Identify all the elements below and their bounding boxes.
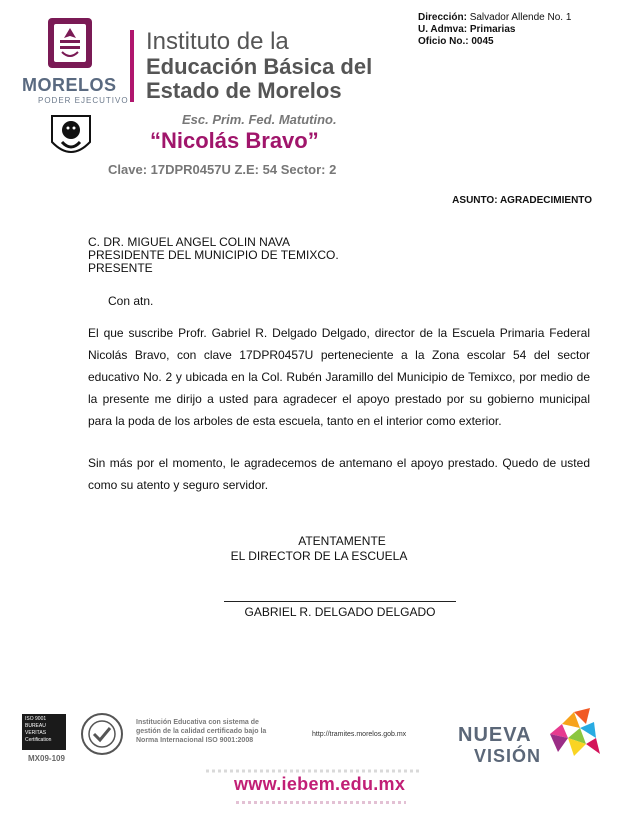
asunto: ASUNTO: AGRADECIMIENTO — [452, 195, 592, 206]
vision-word: VISIÓN — [474, 746, 542, 766]
dotted-accent-bottom-icon — [236, 800, 406, 805]
nueva-vision-logo-icon — [540, 704, 606, 762]
cert-text-line3: Norma Internacional ISO 9001:2008 — [136, 737, 254, 744]
school-name: “Nicolás Bravo” — [150, 128, 319, 153]
cert-badge-line2: BUREAU VERITAS — [25, 723, 47, 736]
oficio-value: 0045 — [471, 36, 494, 47]
institute-name-line2: Educación Básica del — [146, 54, 373, 79]
recipient-title: PRESIDENTE DEL MUNICIPIO DE TEMIXCO. — [88, 248, 339, 262]
cert-badge-line1: ISO 9001 — [25, 716, 47, 722]
cert-text-line2: gestión de la calidad certificado bajo la — [136, 728, 267, 735]
nueva-word: NUEVA — [458, 724, 532, 746]
closing-atentamente: ATENTAMENTE — [298, 534, 386, 548]
tramites-url: http://tramites.morelos.gob.mx — [312, 731, 407, 738]
uadmva-label: U. Admva: — [418, 24, 468, 35]
con-atn: Con atn. — [108, 294, 154, 308]
body-paragraph-2: Sin más por el momento, le agradecemos de antemano el apoyo prestado. Quedo de usted como su atento y seguro servidor. — [88, 456, 590, 492]
morelos-emblem-icon — [30, 16, 110, 72]
bureau-veritas-badge — [22, 714, 66, 750]
iebem-url: www.iebem.edu.mx — [234, 774, 406, 794]
institute-name-line3: Estado de Morelos — [146, 78, 342, 103]
certification-seal-icon — [80, 712, 124, 756]
signer-name: GABRIEL R. DELGADO DELGADO — [244, 605, 436, 619]
direccion-label: Dirección: — [418, 12, 467, 23]
cert-text-line1: Institución Educativa con sistema de — [136, 719, 259, 726]
morelos-wordmark: MORELOS — [22, 75, 117, 95]
school-clave: Clave: 17DPR0457U Z.E: 54 Sector: 2 — [108, 162, 337, 177]
cert-badge-line3: Certification — [25, 737, 52, 743]
body-paragraph-1: El que suscribe Profr. Gabriel R. Delgado Delgado, director de la Escuela Primaria Federal Nicolás Bravo, con clave 17DPR0457U perteneciente a la Zona escolar 54 del sector educativo No. 2 y ubicada en la Col. Rubén Jaramillo del Municipio de Temixco, por medio de la presente me dirijo a usted para agradecer el apoyo prestado por su gobierno municipal para la poda de los arboles de esta escuela, tanto en el interior como exterior. — [88, 326, 590, 428]
school-type: Esc. Prim. Fed. Matutino. — [182, 112, 337, 127]
uadmva-value: Primarias — [469, 24, 516, 35]
cert-code: MX09-109 — [28, 754, 65, 763]
institute-name-line1: Instituto de la — [146, 28, 289, 55]
direccion-value: Salvador Allende No. 1 — [469, 12, 572, 23]
recipient-name: C. DR. MIGUEL ANGEL COLIN NAVA — [88, 235, 291, 249]
header-address-block — [418, 12, 571, 48]
school-emblem-icon — [48, 112, 94, 162]
recipient-block — [88, 236, 339, 275]
closing-director: EL DIRECTOR DE LA ESCUELA — [230, 549, 408, 563]
oficio-label: Oficio No.: — [418, 36, 469, 47]
recipient-presente: PRESENTE — [88, 261, 153, 275]
header-divider — [130, 30, 134, 102]
certification-text — [136, 718, 266, 745]
morelos-subtitle: PODER EJECUTIVO — [38, 96, 129, 105]
signature-line — [224, 601, 456, 602]
